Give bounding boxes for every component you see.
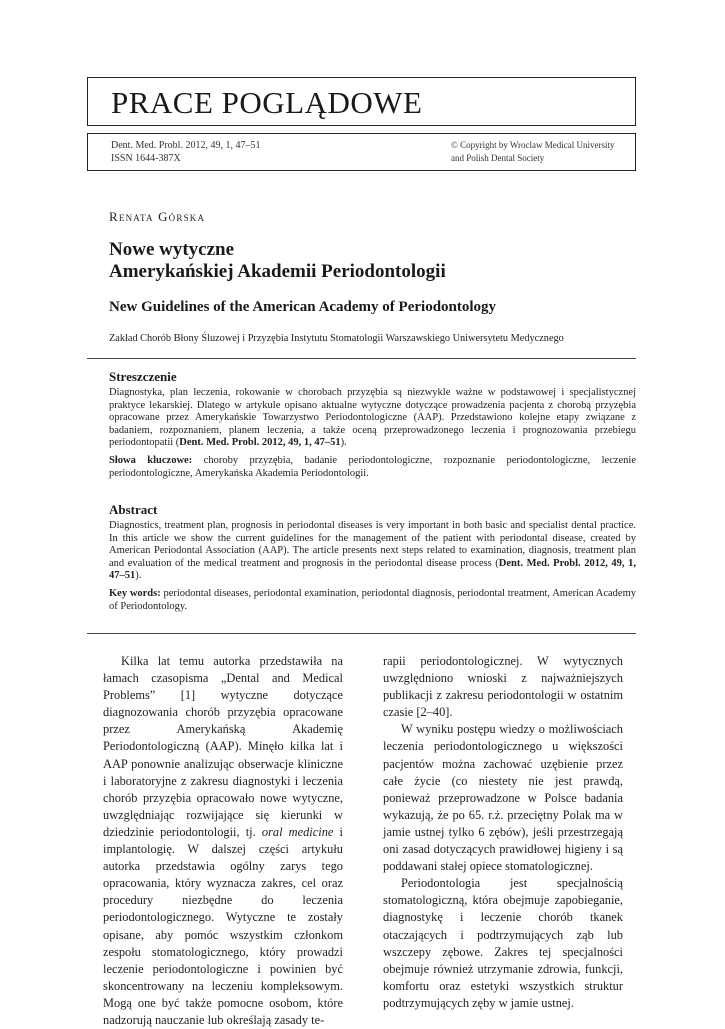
body-paragraph: Periodontologia jest specjalnością stomatologiczną, która obejmuje zapobieganie, diagnostykę i leczenie chorób tkanek otaczających i podtrzymujących ząb lub wszczepy zębowe. Zakres tej specjalności obejmuje również utrzymanie zdrowia, funkcji, komfortu oraz estetyki wszystkich struktur podtrzymujących zęby w jamie ustnej. — [383, 876, 623, 1010]
journal-info — [111, 139, 260, 165]
streszczenie-body: Diagnostyka, plan leczenia, rokowanie w chorobach przyzębia są niezwykle ważne w podstawowej i specjalistycznej praktyce lekarskiej. Dlatego w artykule opisano aktualne wytyczne dotyczące prowadzenia pacjenta z chorobą przyzębia opracowane przez Amerykańskie Towarzystwo Periodontologiczne (AAP). Przedstawiono kolejne etapy związane z badaniem, rozpoznaniem, planem leczenia, a także oceną przeprowadzonego leczenia i prognozowania przebiegu periodontopatii (Dent. Med. Probl. 2012, 49, 1, 47–51). — [109, 387, 636, 449]
divider-top — [87, 358, 636, 359]
abstract-citation: Dent. Med. Probl. 2012, 49, 1, 47–51 — [109, 557, 636, 582]
article-title-pl — [109, 239, 446, 283]
streszczenie-section — [109, 371, 636, 480]
abstract-heading: Abstract — [109, 502, 158, 517]
body-paragraph: Kilka lat temu autorka przedstawiła na łamach czasopisma „Dental and Medical Problems” [1] wytyczne dotyczące diagnozowania chorób przyzębia opracowane przez Amerykańską Akademię Periodontologiczną (AAP). Minęło kilka lat i AAP ponownie analizując obserwacje kliniczne i laboratoryjne z zakresu diagnostyki i leczenia chorób przyzębia opracowało nowe wytyczne, uwzględniając rozwijające się kierunki w dziedzinie periodontologii, tj. oral medicine i implantologię. W dalszej części artykułu autorka przedstawia ogólny zarys tego opracowania, który wyznacza zakres, cel oraz procedury niezbędne do leczenia periodontologicznego. Wytyczne te zostały opisane, aby pomóc wszystkim członkom zespołu stomatologicznego, który prowadzi leczenie periodontologiczne i powinien być skoncentrowany na leczeniu kompleksowym. Mogą one być także pomocne osobom, które nadzorują nauczanie lub określają zasady te- — [103, 654, 344, 1027]
affiliation: Zakład Chorób Błony Śluzowej i Przyzębia Instytutu Stomatologii Warszawskiego Uniwersytetu Medycznego — [109, 333, 564, 344]
body-column-right — [383, 653, 623, 1012]
abstract-body: Diagnostics, treatment plan, prognosis in periodontal diseases is very important in both basic and specialist dental practice. In this article we show the current guidelines for the management of the patient with periodontal disease, created by American Periodontal Association (AAP). The article presents next steps related to examination, diagnosis, treatment plan and evaluation of the medical treatment and prognosis in the periodontal disease process (Dent. Med. Probl. 2012, 49, 1, 47–51). — [109, 520, 636, 582]
abstract-keywords: Key words: periodontal diseases, periodontal examination, periodontal diagnosis, periodontal treatment, American Academy of Periodontology. — [109, 588, 636, 612]
divider-bottom — [87, 633, 636, 634]
journal-citation: Dent. Med. Probl. 2012, 49, 1, 47–51 — [111, 140, 261, 151]
body-paragraph: W wyniku postępu wiedzy o możliwościach leczenia periodontologicznego u większości pacjentów można zachować uzębienie przez całe życie (co niestety nie jest prawdą, ponieważ przeprowadzone w Polsce badania wykazują, że po 65. r.ż. przeciętny Polak ma w jamie ustnej tylko 6 zębów), jeśli przestrzegają oni zasad dotyczących prawidłowej higieny i są poddawani stałej opiece stomatologicznej. — [383, 722, 623, 874]
streszczenie-citation: Dent. Med. Probl. 2012, 49, 1, 47–51 — [179, 437, 341, 449]
copyright-line-1: © Copyright by Wroclaw Medical University — [451, 140, 615, 150]
title-pl-line-2: Amerykańskiej Akademii Periodontologii — [109, 261, 446, 282]
title-pl-line-1: Nowe wytyczne — [109, 239, 235, 260]
issn: ISSN 1644-387X — [111, 153, 181, 164]
body-paragraph: rapii periodontologicznej. W wytycznych uwzględniono wnioski z najważniejszych publikacji z zakresu periodontologii w ostatnim czasie [2–40]. — [383, 654, 623, 720]
streszczenie-heading: Streszczenie — [109, 369, 177, 384]
streszczenie-keywords: Słowa kluczowe: choroby przyzębia, badanie periodontologiczne, rozpoznanie periodontologiczne, leczenie periodontologiczne, Amerykańska Akademia Periodontologii. — [109, 455, 637, 479]
keywords-label-pl: Słowa kluczowe: — [109, 455, 193, 467]
section-title: PRACE POGLĄDOWE — [111, 85, 423, 120]
article-title-en: New Guidelines of the American Academy of Periodontology — [109, 299, 497, 315]
copyright — [451, 139, 615, 165]
abstract-section — [109, 504, 636, 613]
emphasis-oral-medicine: oral medicine — [261, 824, 334, 839]
author-name: Renata Górska — [109, 209, 206, 224]
keywords-label-en: Key words: — [109, 588, 161, 600]
body-column-left — [103, 653, 343, 1029]
copyright-line-2: and Polish Dental Society — [451, 153, 545, 163]
